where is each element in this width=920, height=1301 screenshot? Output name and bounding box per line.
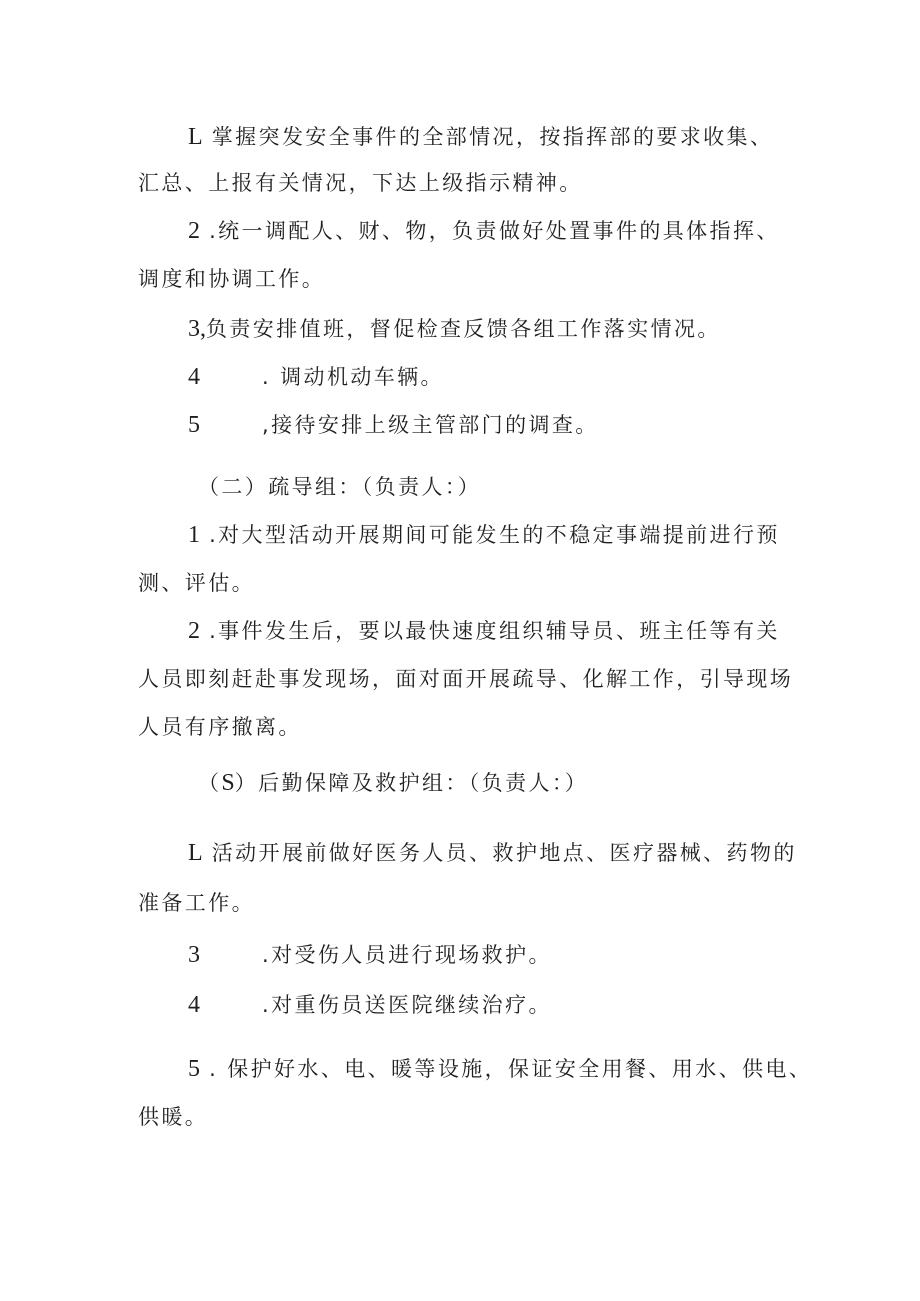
g2-item1-line1 [188, 520, 780, 550]
g2-heading: （二）疏导组：（负责人：） [198, 475, 482, 499]
g1-item1-num: L [188, 124, 203, 150]
g3-heading [198, 768, 588, 798]
g2-item1-text1: .对大型活动开展期间可能发生的不稳定事端提前进行预 [209, 523, 780, 547]
g3-item3 [188, 940, 552, 970]
g1-item2-line2: 调度和协调工作。 [138, 267, 326, 291]
g3-item4-text: .对重伤员送医院继续治疗。 [262, 993, 552, 1017]
g2-item2-line3: 人员有序撤离。 [138, 715, 302, 739]
g3-heading-open: （ [198, 771, 222, 795]
g1-item4-text: . 调动机动车辆。 [262, 365, 444, 389]
g3-item5-num: 5 [188, 1056, 200, 1082]
g1-item2-text1: .统一调配人、财、物，负责做好处置事件的具体指挥、 [209, 219, 780, 243]
g2-item2-line2: 人员即刻赶赴事发现场，面对面开展疏导、化解工作，引导现场 [138, 667, 794, 691]
g3-item5-line2: 供暖。 [138, 1105, 209, 1129]
g1-item1-line1 [188, 122, 773, 152]
g1-item3-text: 负责安排值班，督促检查反馈各组工作落实情况。 [206, 317, 721, 341]
g1-item5-num: 5 [188, 412, 200, 438]
g1-item3 [188, 314, 721, 344]
g2-item1-num: 1 [188, 522, 200, 548]
g3-item4-num: 4 [188, 992, 200, 1018]
g3-item4 [188, 990, 552, 1020]
g1-item5-text: ,接待安排上级主管部门的调查。 [262, 413, 599, 437]
g1-item4-num: 4 [188, 364, 200, 390]
g3-item3-num: 3 [188, 942, 200, 968]
g2-item2-text1: .事件发生后，要以最快速度组织辅导员、班主任等有关 [209, 619, 780, 643]
g1-item2-num: 2 [188, 218, 200, 244]
g3-heading-rest: ）后勤保障及救护组：（负责人：） [234, 771, 589, 795]
g2-item1-line2: 测、评估。 [138, 571, 255, 595]
g3-heading-mark: S [221, 770, 235, 796]
g1-item1-line2: 汇总、上报有关情况，下达上级指示精神。 [138, 171, 583, 195]
g1-item4 [188, 362, 444, 392]
g1-item3-num: 3, [188, 316, 206, 342]
g1-item5 [188, 410, 599, 440]
g3-item1-line2: 准备工作。 [138, 891, 255, 915]
g2-item2-line1 [188, 616, 780, 646]
g3-item5-line1 [188, 1054, 812, 1084]
g3-item1-line1 [188, 838, 797, 868]
g1-item1-text1: 掌握突发安全事件的全部情况，按指挥部的要求收集、 [211, 125, 774, 149]
g3-item3-text: .对受伤人员进行现场救护。 [262, 943, 552, 967]
g3-item1-num: L [188, 840, 203, 866]
g2-item2-num: 2 [188, 618, 200, 644]
g1-item2-line1 [188, 216, 780, 246]
g3-item5-text1: . 保护好水、电、暖等设施，保证安全用餐、用水、供电、 [209, 1057, 813, 1081]
g3-item1-text1: 活动开展前做好医务人员、救护地点、医疗器械、药物的 [211, 841, 797, 865]
